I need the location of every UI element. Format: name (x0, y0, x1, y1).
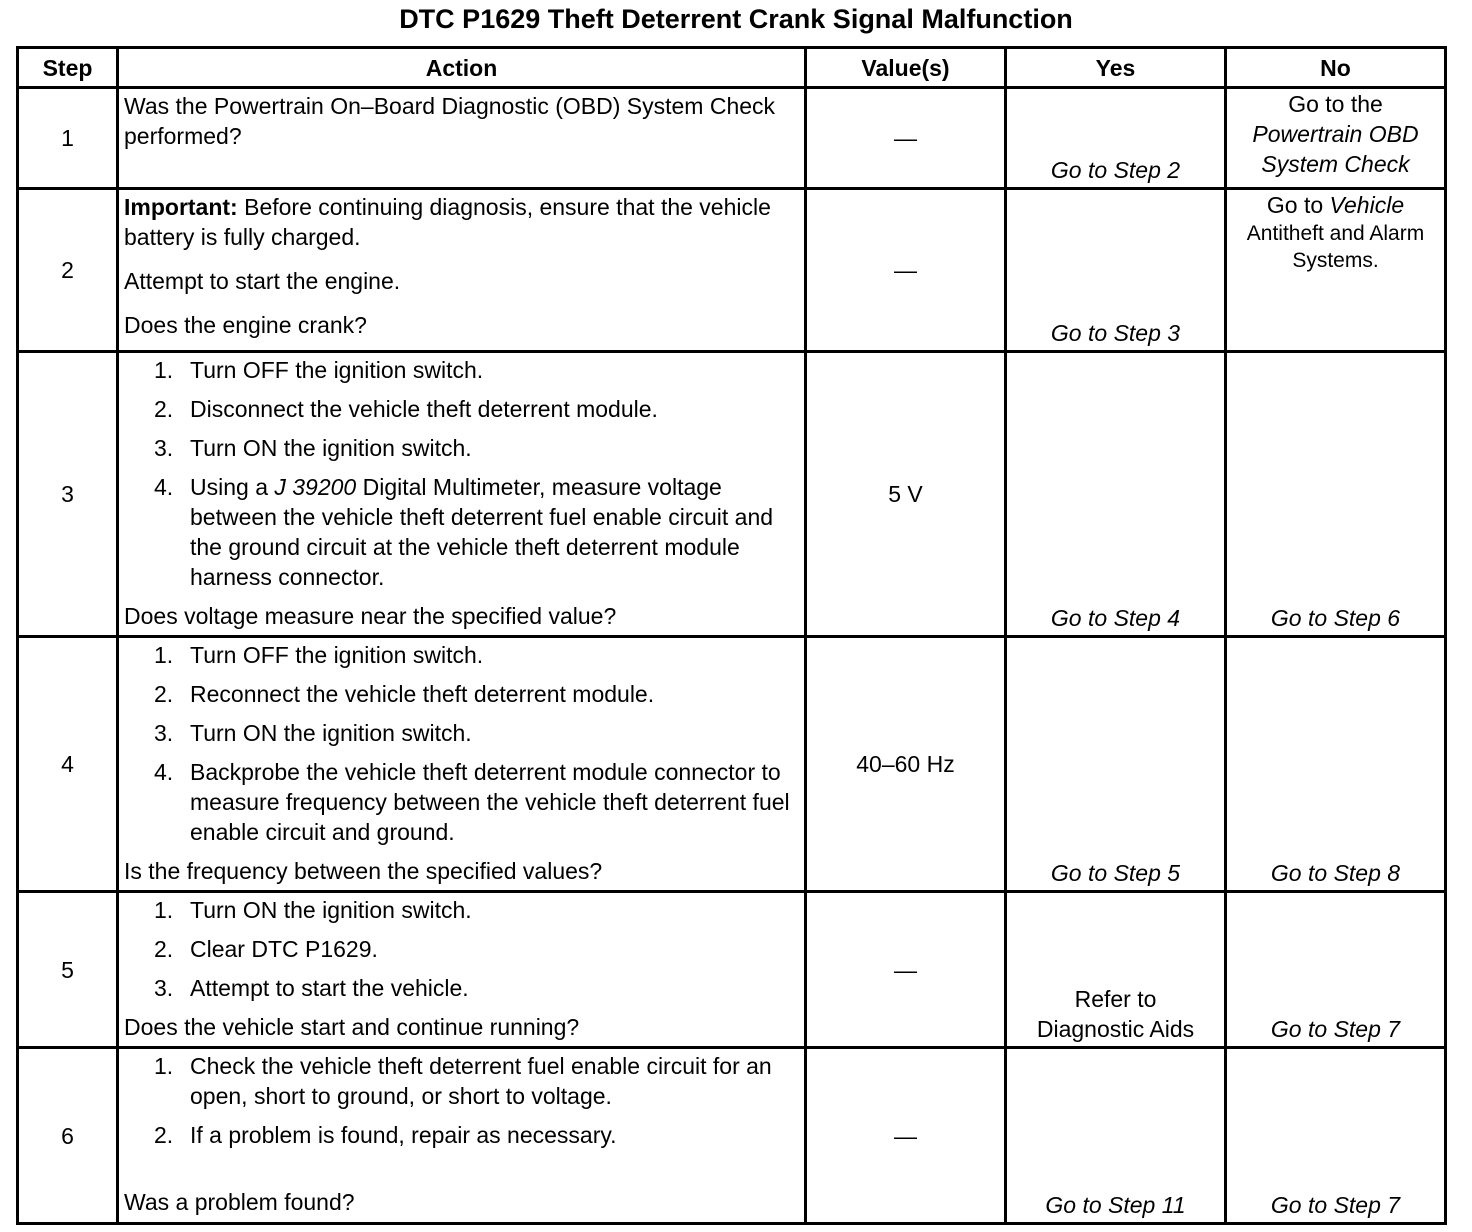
no-cell: Go to Step 6 (1226, 352, 1446, 637)
tool-name: J 39200 (274, 474, 357, 500)
list-item: 4. Backprobe the vehicle theft deterrent module connector to measure frequency between the vehicle theft deterrent fuel enable circuit and ground. (154, 759, 790, 845)
step-number: 6 (18, 1048, 118, 1224)
important-label: Important: (124, 194, 238, 220)
table-row (18, 352, 1446, 637)
no-line: Go to the (1288, 91, 1383, 117)
action-instruction: Attempt to start the engine. (124, 268, 401, 294)
action-question: Does the engine crank? (124, 312, 367, 338)
action-question: Does the vehicle start and continue running? (124, 1014, 580, 1040)
no-prefix: Go to (1266, 192, 1330, 218)
yes-cell: Go to Step 3 (1006, 189, 1226, 352)
step-number: 1 (18, 88, 118, 189)
step-number: 3 (18, 352, 118, 637)
action-cell (118, 1048, 806, 1224)
no-line (1231, 190, 1440, 220)
no-cell (1226, 189, 1446, 352)
header-values: Value(s) (806, 48, 1006, 88)
list-item: 2. Clear DTC P1629. (154, 936, 378, 962)
table-header-row (18, 48, 1446, 88)
table-row (18, 892, 1446, 1048)
action-question: Is the frequency between the specified values? (124, 858, 603, 884)
header-no: No (1226, 48, 1446, 88)
yes-cell: Go to Step 5 (1006, 637, 1226, 892)
action-cell (118, 352, 806, 637)
yes-cell (1006, 892, 1226, 1048)
header-action: Action (118, 48, 806, 88)
value-cell: 40–60 Hz (806, 637, 1006, 892)
yes-line: Refer to (1074, 986, 1157, 1012)
action-cell (118, 189, 806, 352)
value-cell: — (806, 892, 1006, 1048)
value-cell: — (806, 1048, 1006, 1224)
action-cell (118, 637, 806, 892)
value-cell: — (806, 88, 1006, 189)
action-cell (118, 88, 806, 189)
action-steps (124, 640, 798, 847)
important-text: Before continuing diagnosis, ensure that the vehicle battery is fully charged. (124, 194, 771, 250)
important-note (124, 192, 798, 252)
step-number: 4 (18, 637, 118, 892)
yes-line: Diagnostic Aids (1036, 1016, 1195, 1042)
yes-cell: Go to Step 2 (1006, 88, 1226, 189)
no-cell: Go to Step 7 (1226, 1048, 1446, 1224)
value-cell: — (806, 189, 1006, 352)
list-item: 2. Disconnect the vehicle theft deterrent module. (154, 396, 658, 422)
list-item: 3. Turn ON the ignition switch. (154, 720, 472, 746)
list-item: 3. Attempt to start the vehicle. (154, 975, 469, 1001)
yes-cell: Go to Step 4 (1006, 352, 1226, 637)
no-italic: Vehicle (1329, 192, 1405, 218)
list-item: 2. If a problem is found, repair as necessary. (154, 1122, 617, 1148)
action-question: Was a problem found? (124, 1189, 355, 1215)
yes-cell: Go to Step 11 (1006, 1048, 1226, 1224)
list-item: 1. Turn ON the ignition switch. (154, 897, 472, 923)
table-row (18, 1048, 1446, 1224)
list-item: 4. Using a J 39200 Digital Multimeter, measure voltage between the vehicle theft deterrent fuel enable circuit and the ground circuit at the vehicle theft deterrent module harness connector. (154, 474, 774, 590)
step-number: 5 (18, 892, 118, 1048)
no-cell: Go to Step 7 (1226, 892, 1446, 1048)
list-item: 1. Turn OFF the ignition switch. (154, 642, 484, 668)
list-item: 1. Check the vehicle theft deterrent fuel enable circuit for an open, short to ground, or short to voltage. (154, 1053, 772, 1109)
action-steps (124, 355, 798, 592)
header-yes: Yes (1006, 48, 1226, 88)
diagnostic-table (16, 46, 1447, 1225)
action-steps (124, 1051, 798, 1150)
no-cell: Go to Step 8 (1226, 637, 1446, 892)
list-item: 1. Turn OFF the ignition switch. (154, 357, 484, 383)
no-line-italic: Powertrain OBD System Check (1252, 121, 1419, 177)
table-row (18, 88, 1446, 189)
action-question: Does voltage measure near the specified value? (124, 603, 617, 629)
step-number: 2 (18, 189, 118, 352)
action-question: Was the Powertrain On–Board Diagnostic (OBD) System Check performed? (124, 93, 776, 149)
no-cell (1226, 88, 1446, 189)
table-row (18, 189, 1446, 352)
page-title: DTC P1629 Theft Deterrent Crank Signal Malfunction (399, 4, 1073, 34)
list-item: 2. Reconnect the vehicle theft deterrent module. (154, 681, 655, 707)
action-steps (124, 895, 798, 1003)
no-rest: Antitheft and Alarm Systems. (1246, 222, 1425, 272)
list-item: 3. Turn ON the ignition switch. (154, 435, 472, 461)
table-row (18, 637, 1446, 892)
header-step: Step (18, 48, 118, 88)
action-cell (118, 892, 806, 1048)
value-cell: 5 V (806, 352, 1006, 637)
